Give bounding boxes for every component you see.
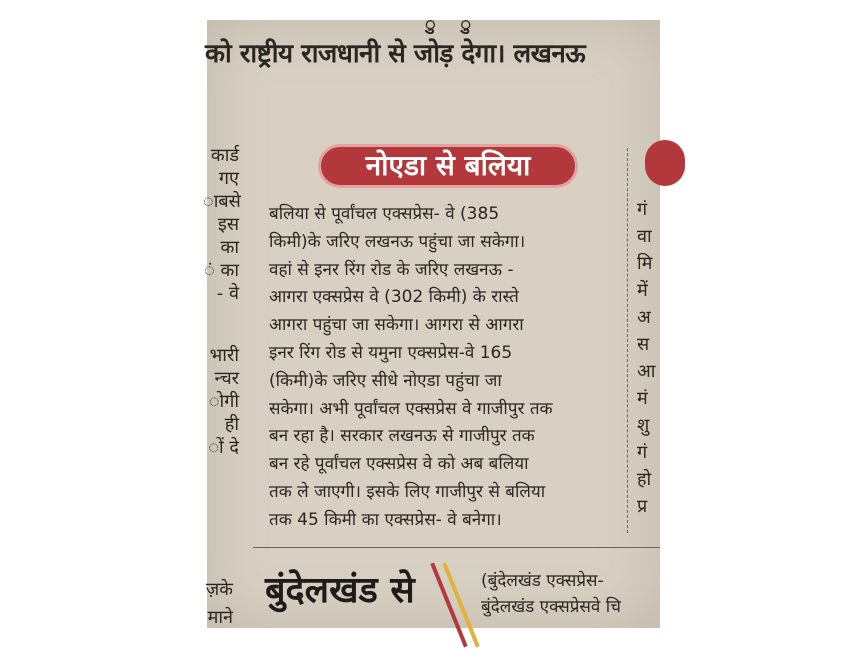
left-fragment: ही — [224, 414, 239, 435]
article-line: आगरा एक्सप्रेस वे (302 किमी) के रास्ते — [269, 287, 519, 308]
left-fragment: कार्ड — [210, 145, 239, 166]
left-column-fragments — [203, 144, 243, 459]
bottom-left-fragments — [205, 576, 233, 632]
article-line: (बुंदेलखंड एक्सप्रेस- — [481, 571, 604, 591]
right-fragment: गं — [637, 199, 648, 220]
right-fragment: स — [637, 334, 650, 355]
article-line: किमी)के जरिए लखनऊ पहुंचा जा सकेगा। — [269, 231, 526, 252]
right-fragment: वा — [637, 226, 652, 247]
right-column-fragments — [637, 196, 677, 520]
article-line: तक ले जाएगी। इसके लिए गाजीपुर से बलिया — [269, 481, 546, 502]
left-fragment: माने — [207, 607, 233, 628]
top-headline: को राष्ट्रीय राजधानी से जोड़ देगा। लखनऊ — [205, 39, 586, 69]
headline-fragment-above: ु ु — [425, 14, 492, 35]
right-fragment: हो — [637, 469, 652, 490]
article-line: (किमी)के जरिए सीधे नोएडा पहुंचा जा — [269, 370, 502, 391]
article-line: बन रहा है। सरकार लखनऊ से गाजीपुर तक — [269, 426, 535, 447]
newspaper-clipping — [203, 14, 660, 628]
article-line: सकेगा। अभी पूर्वांचल एक्सप्रेस वे गाजीपुर तक — [269, 398, 553, 419]
right-fragment: मं — [637, 388, 648, 409]
left-fragment: ाबसे — [203, 191, 241, 212]
left-fragment: ं का — [204, 260, 239, 281]
article-line: वहां से इनर रिंग रोड के जरिए लखनऊ - — [269, 259, 514, 280]
article-line: बन रहे पूर्वांचल एक्सप्रेस वे को अब बलिया — [269, 454, 529, 475]
left-fragment: ों दे — [208, 437, 239, 458]
left-fragment: न्चर — [214, 368, 239, 389]
right-fragment: गं — [637, 442, 648, 463]
left-fragment: - वे — [216, 283, 239, 304]
right-fragment: मि — [637, 253, 653, 274]
left-fragment: भारी — [209, 345, 239, 366]
article-line: इनर रिंग रोड से यमुना एक्सप्रेस-वे 165 — [269, 342, 513, 363]
left-fragment: का — [220, 237, 239, 258]
right-fragment: अ — [637, 307, 651, 328]
article-line: बलिया से पूर्वांचल एक्सप्रेस- वे (385 — [269, 204, 500, 224]
article-line: आगरा पहुंचा जा सकेगा। आगरा से आगरा — [269, 315, 524, 336]
right-fragment: में — [637, 280, 648, 301]
left-fragment: गए — [218, 168, 239, 189]
article-body — [269, 201, 619, 535]
article-line: बुंदेलखंड एक्सप्रेसवे चि — [481, 597, 621, 617]
adjacent-title-pill — [645, 140, 685, 186]
section-title-pill: नोएडा से बलिया — [318, 144, 578, 188]
section-divider — [253, 547, 660, 548]
right-fragment: आ — [637, 361, 656, 382]
left-fragment: ोगी — [208, 391, 239, 412]
column-divider — [627, 148, 628, 533]
bottom-right-text — [481, 568, 621, 620]
right-fragment: शु — [637, 415, 650, 436]
right-fragment: प्र — [637, 496, 648, 517]
bottom-headline: बुंदेलखंड से — [265, 570, 415, 611]
left-fragment: ज़के — [205, 579, 233, 600]
left-fragment: इस — [217, 214, 239, 235]
article-line: तक 45 किमी का एक्सप्रेस- वे बनेगा। — [269, 509, 502, 530]
